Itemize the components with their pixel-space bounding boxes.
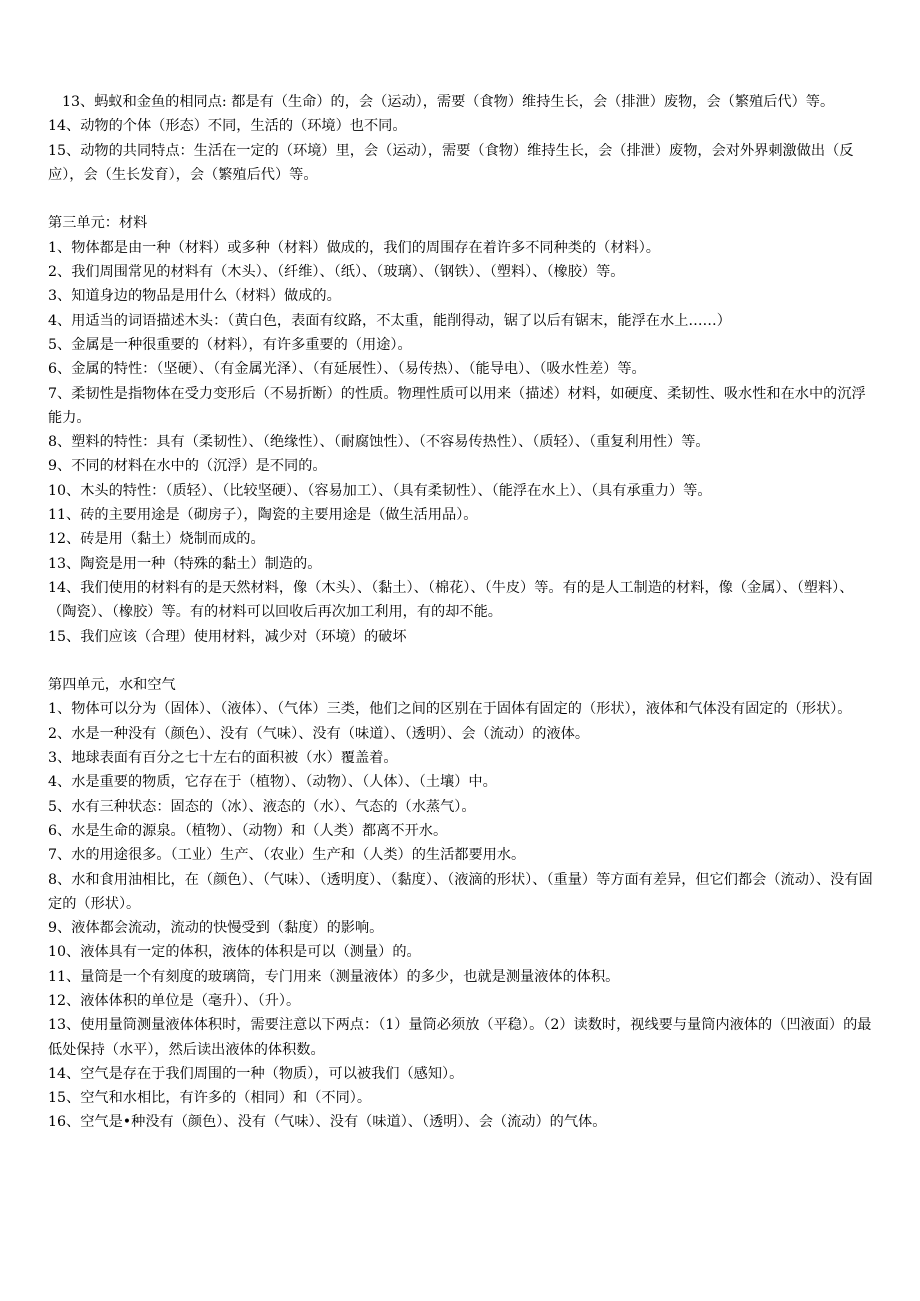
water-air-section-title: 第四单元，水和空气 xyxy=(48,677,176,694)
materials-item-14: 14、我们使用的材料有的是天然材料，像（木头）、（黏土）、（棉花）、（牛皮）等。有的是人工制造的材料，像（金属）、（塑料）、（陶瓷）、（橡胶）等。有的材料可以回收后再次加工利用，有的却不能。 xyxy=(48,579,854,621)
materials-item-13: 13、陶瓷是用一种（特殊的黏土）制造的。 xyxy=(48,555,322,572)
materials-item-2: 2、我们周围常见的材料有（木头）、（纤维）、（纸）、（玻璃）、（钢铁）、（塑料）、（橡胶）等。 xyxy=(48,264,625,281)
materials-item-11: 11、砖的主要用途是（砌房子），陶瓷的主要用途是（做生活用品）。 xyxy=(48,507,478,524)
water-air-item-4: 4、水是重要的物质，它存在于（植物）、（动物）、（人体）、（土壤）中。 xyxy=(48,774,497,791)
water-air-item-2: 2、水是一种没有（颜色）、没有（气味）、没有（味道）、（透明）、会（流动）的液体。 xyxy=(48,725,590,742)
water-air-item-5: 5、水有三种状态：固态的（冰）、液态的（水）、气态的（水蒸气）。 xyxy=(48,798,476,815)
water-air-item-13: 13、使用量筒测量液体体积时，需要注意以下两点：（1）量筒必须放（平稳）。（2）读数时，视线要与量筒内液体的（凹液面）的最低处保持（水平），然后读出液体的体积数。 xyxy=(48,1017,872,1058)
materials-item-8: 8、塑料的特性：具有（柔韧性）、（绝缘性）、（耐腐蚀性）、（不容易传热性）、（质轻）、（重复利用性）等。 xyxy=(48,434,710,451)
water-air-item-3: 3、地球表面有百分之七十左右的面积被（水）覆盖着。 xyxy=(48,750,398,767)
materials-item-7: 7、柔韧性是指物体在受力变形后（不易折断）的性质。物理性质可以用来（描述）材料，如硬度、柔韧性、吸水性和在水中的沉浮能力。 xyxy=(48,385,866,426)
materials-item-6: 6、金属的特性：（坚硬）、（有金属光泽）、（有延展性）、（易传热）、（能导电）、（吸水性差）等。 xyxy=(48,361,646,378)
section-spacer xyxy=(48,187,873,211)
water-air-item-12: 12、液体体积的单位是（毫升）、（升）。 xyxy=(48,992,301,1009)
water-air-item-10: 10、液体具有一定的体积，液体的体积是可以（测量）的。 xyxy=(48,944,421,961)
water-air-item-11: 11、量筒是一个有刻度的玻璃筒，专门用来（测量液体）的多少，也就是测量液体的体积。 xyxy=(48,968,620,985)
section-spacer xyxy=(48,649,873,673)
water-air-item-1: 1、物体可以分为（固体）、（液体）、（气体）三类，他们之间的区别在于固体有固定的（形状），液体和气体没有固定的（形状）。 xyxy=(48,701,852,718)
water-air-item-14: 14、空气是存在于我们周围的一种（物质），可以被我们（感知）。 xyxy=(48,1065,464,1082)
materials-item-15: 15、我们应该（合理）使用材料，减少对（环境）的破坏 xyxy=(48,628,407,645)
water-air-item-15: 15、空气和水相比，有许多的（相同）和（不同）。 xyxy=(48,1090,372,1107)
materials-item-12: 12、砖是用（黏土）烧制而成的。 xyxy=(48,531,265,548)
water-air-item-9: 9、液体都会流动，流动的快慢受到（黏度）的影响。 xyxy=(48,920,384,937)
materials-item-4: 4、用适当的词语描述木头：（黄白色，表面有纹路，不太重，能削得动，锯了以后有锯末，能浮在水上……） xyxy=(48,312,731,329)
materials-item-5: 5、金属是一种很重要的（材料），有许多重要的（用途）。 xyxy=(48,336,412,353)
materials-section-title: 第三单元：材料 xyxy=(48,215,148,232)
animals-item-14: 14、动物的个体（形态）不同，生活的（环境）也不同。 xyxy=(48,118,407,135)
water-air-item-7: 7、水的用途很多。（工业）生产、（农业）生产和（人类）的生活都要用水。 xyxy=(48,847,526,864)
water-air-item-16: 16、空气是•种没有（颜色）、没有（气味）、没有（味道）、（透明）、会（流动）的气体。 xyxy=(48,1114,607,1131)
water-air-section xyxy=(48,673,873,1135)
materials-item-1: 1、物体都是由一种（材料）或多种（材料）做成的，我们的周围存在着许多不同种类的（材料）。 xyxy=(48,239,660,256)
water-air-item-6: 6、水是生命的源泉。（植物）、（动物）和（人类）都离不开水。 xyxy=(48,822,448,839)
materials-item-9: 9、不同的材料在水中的（沉浮）是不同的。 xyxy=(48,458,327,475)
materials-section xyxy=(48,211,873,648)
water-air-item-8: 8、水和食用油相比，在（颜色）、（气味）、（透明度）、（黏度）、（液滴的形状）、（重量）等方面有差异，但它们都会（流动）、没有固定的（形状）。 xyxy=(48,871,873,912)
animals-item-13: 13、蚂蚁和金鱼的相同点: 都是有（生命）的，会（运动），需要（食物）维持生长，会（排泄）废物，会（繁殖后代）等。 xyxy=(62,94,835,110)
animals-item-15: 15、动物的共同特点：生活在一定的（环境）里，会（运动），需要（食物）维持生长，会（排泄）废物，会对外界刺激做出（反应），会（生长发育），会（繁殖后代）等。 xyxy=(48,142,854,183)
materials-item-10: 10、木头的特性：（质轻）、（比较坚硬）、（容易加工）、（具有柔韧性）、（能浮在水上）、（具有承重力）等。 xyxy=(48,482,712,499)
document-page xyxy=(48,90,873,1135)
animals-section-tail xyxy=(48,90,873,187)
materials-item-3: 3、知道身边的物品是用什么（材料）做成的。 xyxy=(48,288,341,305)
